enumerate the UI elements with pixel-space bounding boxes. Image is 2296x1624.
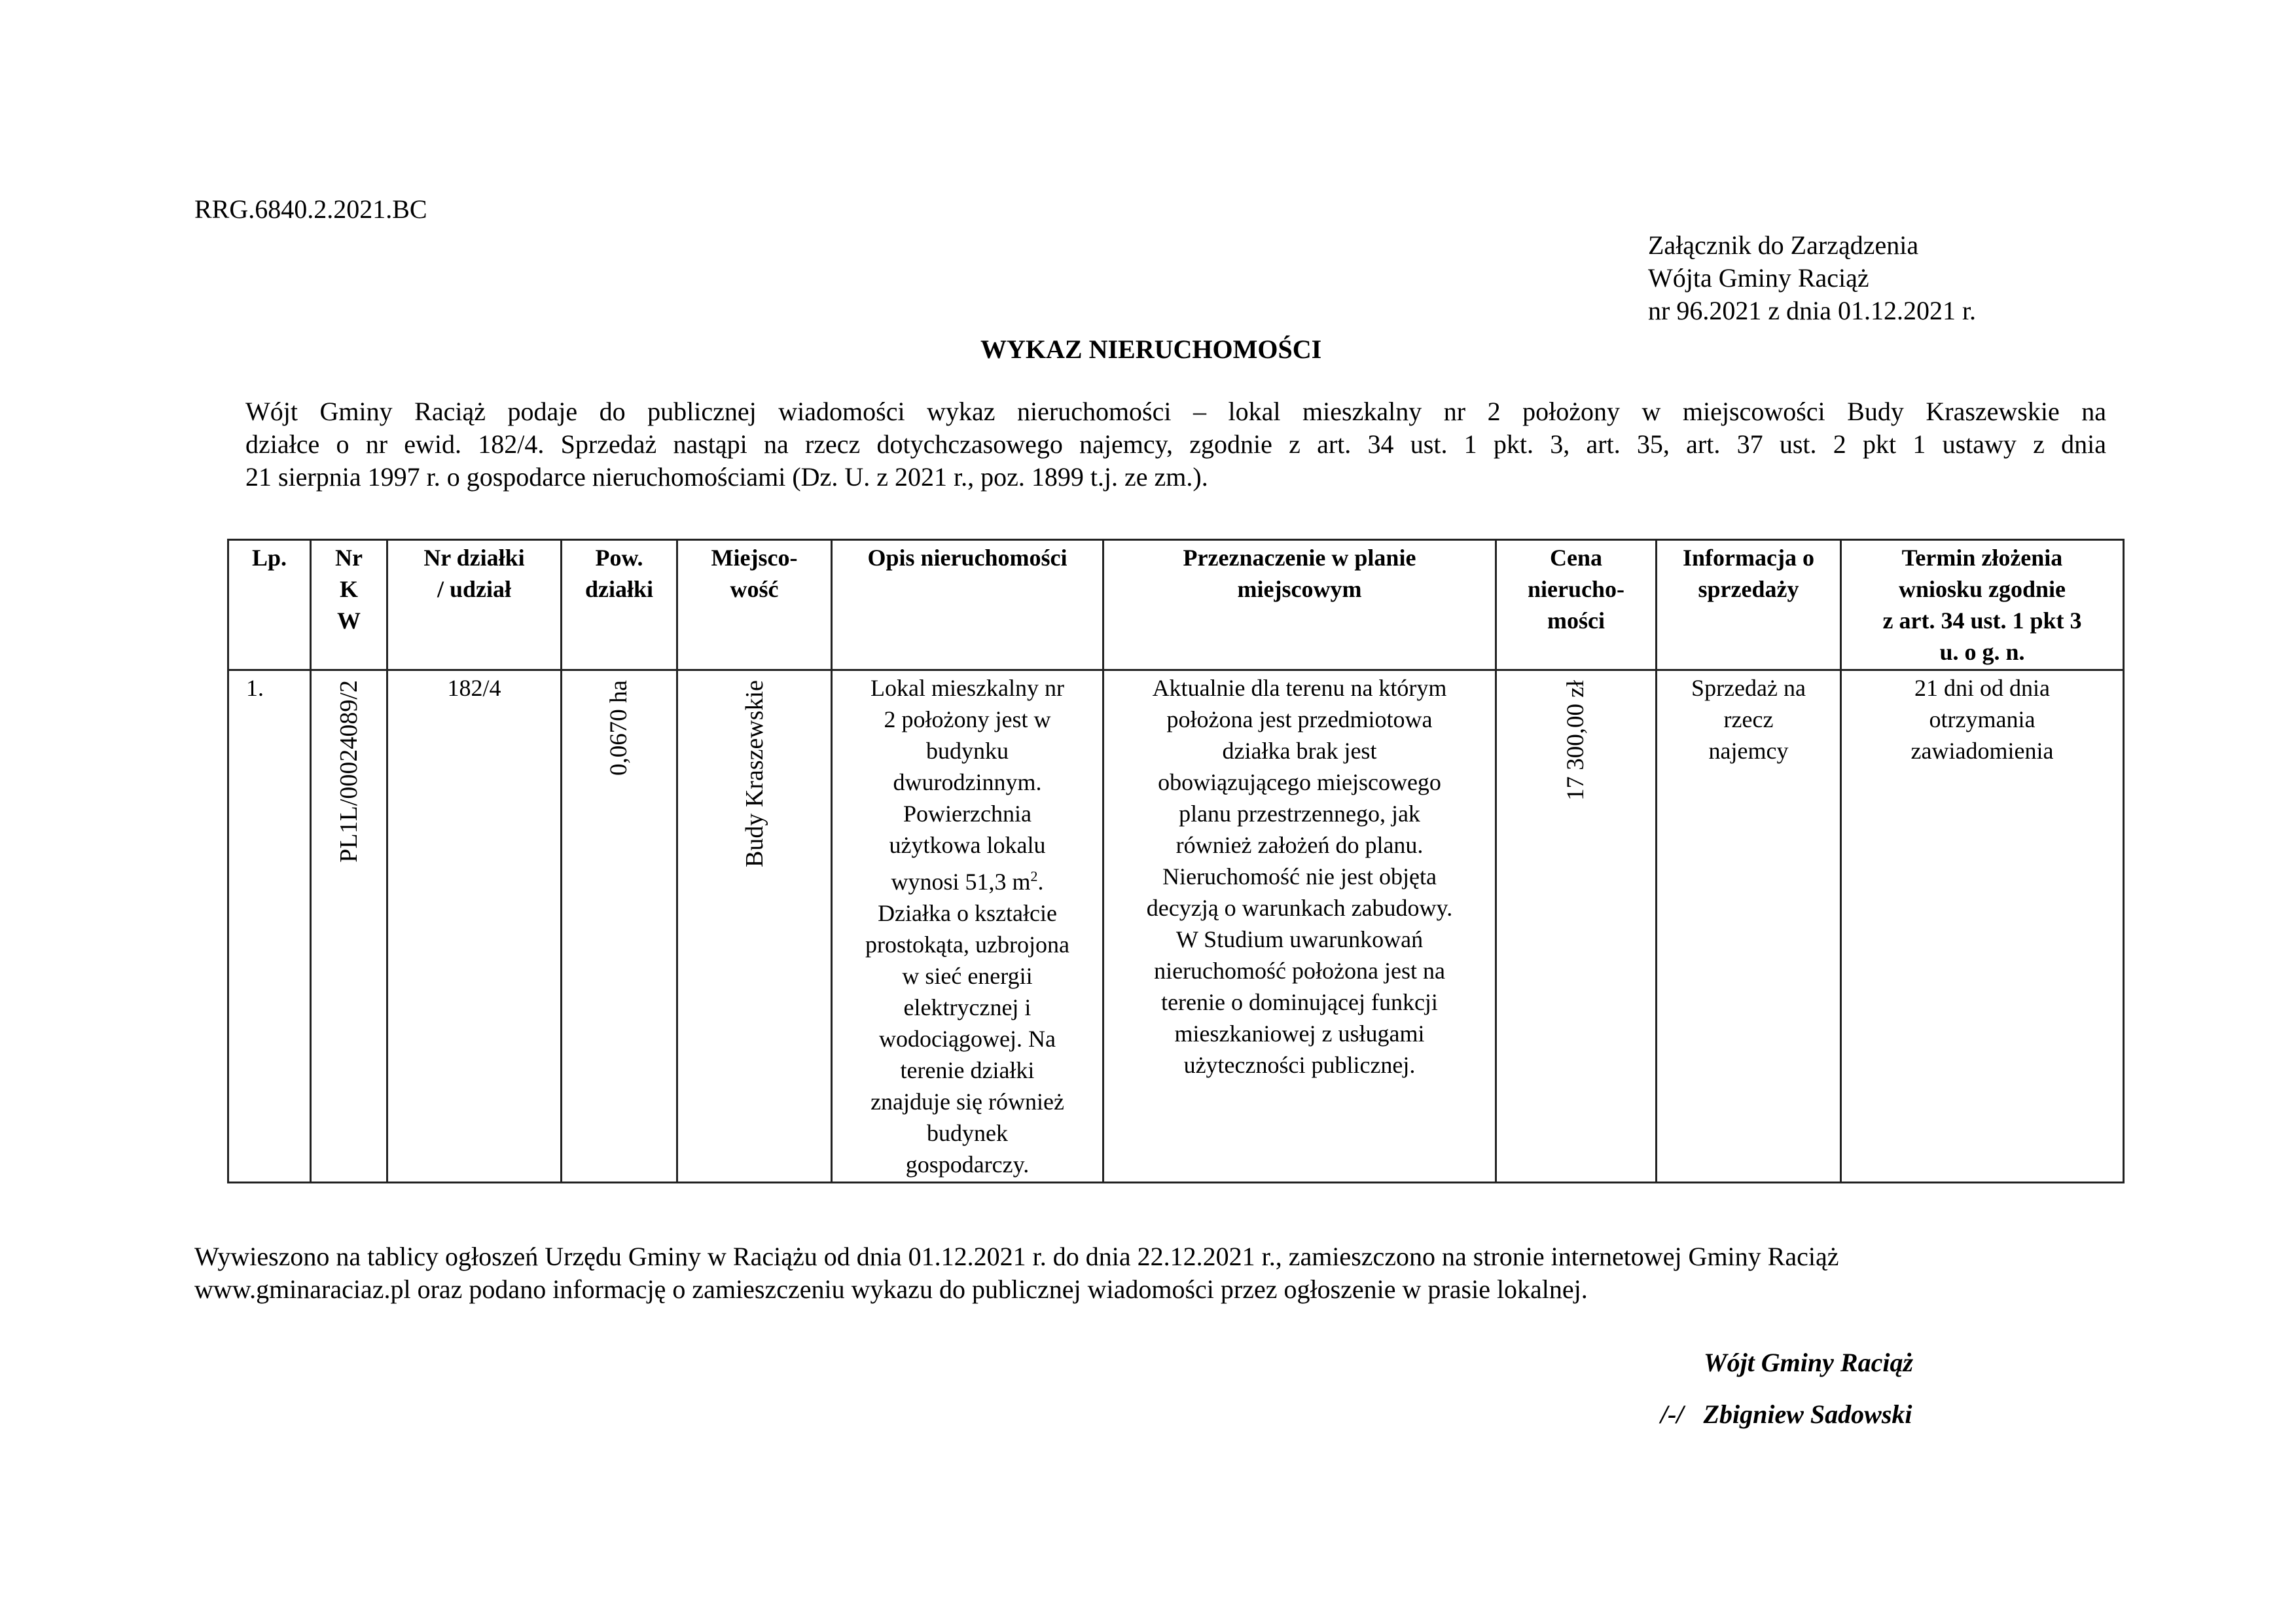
annex-line: Wójta Gminy Raciąż: [1648, 263, 1869, 293]
cena-text: 17 300,00 zł: [1562, 680, 1589, 801]
cell-line: gospodarczy.: [905, 1151, 1030, 1178]
table-header-row: [228, 540, 2124, 670]
header-line: Przeznaczenie w planie: [1183, 545, 1416, 571]
cell-line: położona jest przedmiotowa: [1166, 706, 1433, 732]
header-line: nierucho-: [1528, 576, 1624, 602]
header-line: W: [337, 607, 361, 634]
intro-line: Wójt Gminy Raciąż podaje do publicznej wiadomości wykaz nieruchomości – lokal mieszkalny nr 2 położony w miejscowości Budy Kraszewskie na: [245, 397, 2106, 426]
header-line: / udział: [437, 576, 512, 602]
header-line: wość: [730, 576, 779, 602]
header-pow-dzialki: [562, 540, 677, 670]
annex-note: [1648, 229, 1976, 327]
header-line: mości: [1547, 607, 1605, 634]
cell-line-text: wynosi 51,3 m: [891, 869, 1031, 895]
cell-line: w sieć energii: [902, 963, 1033, 989]
nr-kw-text: PL1L/00024089/2: [335, 680, 363, 863]
header-nr-dzialki: [387, 540, 562, 670]
header-informacja: [1657, 540, 1841, 670]
cell-line: Lokal mieszkalny nr: [870, 675, 1064, 701]
cell-nr-dzialki: 182/4: [387, 670, 562, 1183]
header-line: Informacja o: [1683, 545, 1814, 571]
cell-line: również założeń do planu.: [1175, 832, 1424, 858]
miejscowosc-text: Budy Kraszewskie: [740, 680, 768, 867]
cell-line-suffix: .: [1037, 869, 1044, 895]
area-unit-superscript: 2: [1030, 868, 1038, 884]
cell-line: terenie działki: [900, 1057, 1035, 1083]
header-line: Miejsco-: [711, 545, 798, 571]
cell-line: budynek: [927, 1120, 1008, 1146]
cell-line: [836, 861, 1098, 897]
posting-note: [194, 1240, 1839, 1306]
cell-line: zawiadomienia: [1910, 738, 2054, 764]
cell-line: obowiązującego miejscowego: [1158, 769, 1441, 795]
cell-line: 21 dni od dnia: [1914, 675, 2050, 701]
document-reference: RRG.6840.2.2021.BC: [194, 194, 427, 224]
property-table: [227, 539, 2125, 1183]
header-line: wniosku zgodnie: [1898, 576, 2066, 602]
cell-line: W Studium uwarunkowań: [1175, 926, 1424, 952]
cell-line: działka brak jest: [1222, 738, 1377, 764]
cell-line: nieruchomość położona jest na: [1154, 958, 1445, 984]
header-line: K: [339, 576, 358, 602]
intro-line: działce o nr ewid. 182/4. Sprzedaż nastąpi na rzecz dotychczasowego najemcy, zgodnie z art. 34 ust. 1 pkt. 3, art. 35, art. 37 ust. 2 pkt 1 ustawy z dnia: [245, 429, 2106, 459]
header-nr-kw: [311, 540, 387, 670]
cell-line: prostokąta, uzbrojona: [865, 931, 1069, 958]
cell-miejscowosc: [677, 670, 832, 1183]
posting-line: Wywieszono na tablicy ogłoszeń Urzędu Gminy w Raciążu od dnia 01.12.2021 r. do dnia 22.12.2021 r., zamieszczono na stronie internetowej Gminy Raciąż: [194, 1242, 1839, 1271]
cell-line: znajduje się również: [870, 1089, 1064, 1115]
posting-line: www.gminaraciaz.pl oraz podano informację o zamieszczeniu wykazu do publicznej wiadomości przez ogłoszenie w prasie lokalnej.: [194, 1274, 1588, 1304]
header-line: Nr: [335, 545, 363, 571]
header-miejscowosc: [677, 540, 832, 670]
cell-line: mieszkaniowej z usługami: [1174, 1020, 1425, 1047]
cell-line: Aktualnie dla terenu na którym: [1152, 675, 1447, 701]
cell-przeznaczenie: [1103, 670, 1496, 1183]
cell-cena: [1496, 670, 1657, 1183]
cell-line: otrzymania: [1929, 706, 2036, 732]
annex-line: Załącznik do Zarządzenia: [1648, 230, 1919, 260]
header-przeznaczenie: [1103, 540, 1496, 670]
pow-dzialki-text: 0,0670 ha: [605, 680, 632, 776]
cell-line: użyteczności publicznej.: [1183, 1052, 1416, 1078]
header-opis: [832, 540, 1103, 670]
cell-nr-kw: [311, 670, 387, 1183]
cell-lp: 1.: [228, 670, 311, 1183]
cell-line: rzecz: [1723, 706, 1774, 732]
cell-termin: [1841, 670, 2124, 1183]
cell-line: budynku: [926, 738, 1009, 764]
cell-line: Sprzedaż na: [1691, 675, 1806, 701]
cell-line: Powierzchnia: [903, 801, 1031, 827]
header-termin: [1841, 540, 2124, 670]
cell-line: planu przestrzennego, jak: [1179, 801, 1420, 827]
signature-name: /-/ Zbigniew Sadowski: [1660, 1399, 1912, 1429]
cell-line: użytkowa lokalu: [889, 832, 1046, 858]
header-line: miejscowym: [1237, 576, 1362, 602]
intro-paragraph: [245, 395, 2106, 494]
document-title: WYKAZ NIERUCHOMOŚCI: [980, 334, 1322, 364]
header-line: Pow.: [595, 545, 643, 571]
cell-line: elektrycznej i: [903, 994, 1031, 1020]
header-line: Lp.: [251, 545, 287, 571]
cell-line: Działka o kształcie: [878, 900, 1057, 926]
annex-line: nr 96.2021 z dnia 01.12.2021 r.: [1648, 296, 1977, 325]
cell-line: decyzją o warunkach zabudowy.: [1146, 895, 1453, 921]
intro-line: 21 sierpnia 1997 r. o gospodarce nieruchomościami (Dz. U. z 2021 r., poz. 1899 t.j. ze zm.).: [245, 462, 1208, 492]
cell-opis: [832, 670, 1103, 1183]
cell-line: wodociągowej. Na: [879, 1026, 1056, 1052]
cell-line: dwurodzinnym.: [893, 769, 1042, 795]
header-lp: [228, 540, 311, 670]
header-line: sprzedaży: [1698, 576, 1799, 602]
cell-line: Nieruchomość nie jest objęta: [1162, 863, 1437, 890]
cell-informacja: [1657, 670, 1841, 1183]
header-line: Opis nieruchomości: [867, 545, 1067, 571]
header-line: Nr działki: [423, 545, 525, 571]
header-line: Termin złożenia: [1901, 545, 2063, 571]
cell-line: 2 położony jest w: [884, 706, 1051, 732]
cell-line: terenie o dominującej funkcji: [1161, 989, 1438, 1015]
header-line: działki: [584, 576, 654, 602]
header-cena: [1496, 540, 1657, 670]
table-row: [228, 670, 2124, 1183]
header-line: Cena: [1550, 545, 1602, 571]
signature-title: Wójt Gminy Raciąż: [1704, 1348, 1914, 1377]
header-line: z art. 34 ust. 1 pkt 3: [1882, 607, 2082, 634]
cell-line: najemcy: [1708, 738, 1789, 764]
cell-pow-dzialki: [562, 670, 677, 1183]
header-line: u. o g. n.: [1939, 639, 2025, 665]
